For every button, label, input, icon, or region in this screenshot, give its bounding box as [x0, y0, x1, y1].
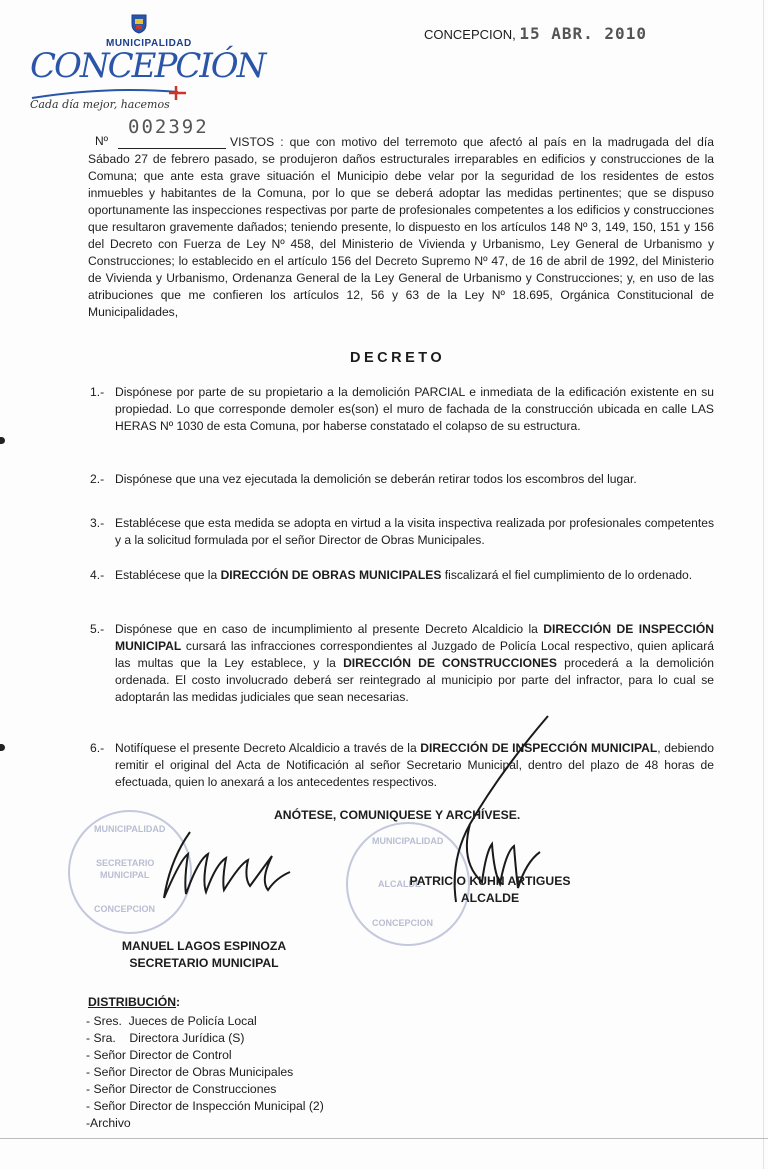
shield-icon: [131, 14, 147, 34]
distribution-item: - Señor Director de Construcciones: [86, 1082, 277, 1096]
seal-text: MUNICIPALIDAD: [372, 836, 444, 846]
decree-item-2: [88, 471, 714, 488]
item-text-bold: DIRECCIÓN DE CONSTRUCCIONES: [343, 656, 557, 670]
distribution-item: - Señor Director de Control: [86, 1048, 232, 1062]
secretary-signature-block: [106, 938, 302, 972]
decree-item-1: [88, 384, 714, 435]
distribution-item: -Archivo: [86, 1116, 131, 1130]
seal-text: MUNICIPALIDAD: [94, 824, 166, 834]
distribution-title-suffix: :: [176, 995, 181, 1009]
distribution-item: - Sres. Jueces de Policía Local: [86, 1014, 257, 1028]
secretary-title: SECRETARIO MUNICIPAL: [129, 956, 279, 970]
item-number: 3.-: [90, 516, 105, 530]
seal-text: CONCEPCION: [372, 918, 434, 928]
item-text: , debiendo remitir el original del Acta de Notificación al señor Secretario Municipal, dentro del plazo de 48 horas de efectuada, quien lo anexará a los antecedentes respectivos.: [115, 741, 714, 789]
item-text-bold: DIRECCIÓN DE OBRAS MUNICIPALES: [220, 568, 442, 582]
secretary-signature: [150, 820, 300, 910]
item-text: fiscalizará el fiel cumplimiento de lo ordenado.: [441, 568, 693, 582]
decree-item-5: [88, 621, 714, 706]
item-number: 1.-: [90, 385, 105, 399]
item-text: Notifíquese el presente Decreto Alcaldicio a través de la: [115, 741, 421, 755]
date-stamp: 15 ABR. 2010: [519, 24, 647, 43]
item-number: 4.-: [90, 568, 105, 582]
decree-number-label: Nº: [95, 134, 109, 148]
item-text: cursará las infracciones correspondientes al Juzgado de Policía Local respectivo, quien aplicará las multas que la Ley establece, y la: [115, 639, 714, 670]
decree-item-3: [88, 515, 714, 549]
item-text: Establécese que esta medida se adopta en virtud a la visita inspectiva realizada por profesionales competentes y a la solicitud formulada por el señor Director de Obras Municipales.: [115, 516, 714, 547]
punch-hole: [0, 744, 5, 751]
distribution-title-text: DISTRIBUCIÓN: [88, 995, 177, 1009]
seal-text: CONCEPCION: [94, 904, 156, 914]
item-text: Establécese que la: [115, 568, 221, 582]
vistos-paragraph: VISTOS : que con motivo del terremoto que afectó al país en la madrugada del día Sábado 27 de febrero pasado, se produjeron daños estructurales irreparables en edificios y construcciones de la Comuna; que ante esta grave situación el Municipio debe velar por la seguridad de los residentes de estos inmuebles y habitantes de la Comuna, por lo que se deberá adoptar las medidas pertinentes; que se dispuso oportunamente las inspecciones respectivas por parte de profesionales competentes a los edificios y construcciones que resultaron gravemente dañados; teniendo presente, lo dispuesto en los artículos 148 Nº 3, 149, 150, 151 y 156 del Decreto con Fuerza de Ley Nº 458, del Ministerio de Vivienda y Urbanismo, Ley General de Urbanismo y Construcciones; lo establecido en el artículo 156 del Decreto Supremo Nº 47, de 16 de abril de 1992, del Ministerio de Vivienda y Urbanismo, Ordenanza General de la Ley General de Urbanismo y Construcciones; y, en uso de las atribuciones que me confieren los artículos 12, 56 y 63 de la Ley Nº 18.695, Orgánica Constitucional de Municipalidades,: [88, 135, 714, 319]
page-bottom-edge: [0, 1138, 768, 1139]
municipality-logo: [28, 12, 265, 122]
distribution-item: - Señor Director de Inspección Municipal (2): [86, 1099, 324, 1113]
mayor-name: PATRICIO KUHN ARTIGUES: [409, 874, 571, 888]
item-text: Dispónese que una vez ejecutada la demolición se deberán retirar todos los escombros del lugar.: [115, 472, 637, 486]
secretary-name: MANUEL LAGOS ESPINOZA: [121, 939, 287, 953]
seal-text: ALCALDE: [378, 879, 421, 889]
item-text: procederá a la demolición ordenada. El costo involucrado deberá ser reintegrado al municipio por parte del infractor, para lo cual se adoptarán las medidas judiciales que sean necesarias.: [115, 656, 715, 704]
item-text: Dispónese que en caso de incumplimiento al presente Decreto Alcaldicio la: [115, 622, 544, 636]
logo-brand-text: CONCEPCIÓN: [30, 46, 265, 86]
closing-formula: ANÓTESE, COMUNIQUESE Y ARCHÍVESE.: [274, 808, 521, 822]
item-number: 5.-: [90, 622, 105, 636]
distribution-item: - Sra. Directora Jurídica (S): [86, 1031, 245, 1045]
item-text-bold: DIRECCIÓN DE INSPECCIÓN MUNICIPAL: [115, 622, 714, 653]
mayor-title: ALCALDE: [460, 891, 520, 905]
item-number: 6.-: [90, 741, 105, 755]
distribution-item: - Señor Director de Obras Municipales: [86, 1065, 294, 1079]
distribution-list: [86, 1013, 324, 1132]
item-text: Dispónese por parte de su propietario a la demolición PARCIAL e inmediata de la edificación existente en su propiedad. Lo que corresponde demoler es(son) el muro de fachada de la construcción ubicada en calle LAS HERAS Nº 1030 de esta Comuna, por haberse constatado el colapso de su estructura.: [115, 385, 714, 433]
mayor-signature-block: [396, 873, 584, 907]
punch-hole: [0, 437, 5, 444]
page-edge: [763, 0, 764, 1169]
decree-heading: DECRETO: [350, 350, 446, 366]
place-text: CONCEPCION,: [424, 27, 516, 42]
distribution-title: [88, 995, 180, 1009]
decree-number-value: 002392: [128, 116, 209, 138]
logo-tagline: Cada día mejor, hacemos: [30, 98, 170, 111]
seal-text: SECRETARIO: [96, 858, 155, 868]
place-date: [424, 24, 647, 43]
seal-text: MUNICIPAL: [100, 870, 150, 880]
logo-municipalidad-text: MUNICIPALIDAD: [106, 38, 192, 49]
item-number: 2.-: [90, 472, 105, 486]
item-text-bold: DIRECCIÓN DE INSPECCIÓN MUNICIPAL: [420, 741, 658, 755]
decree-item-6: [88, 740, 714, 791]
decree-item-4: [88, 567, 714, 584]
